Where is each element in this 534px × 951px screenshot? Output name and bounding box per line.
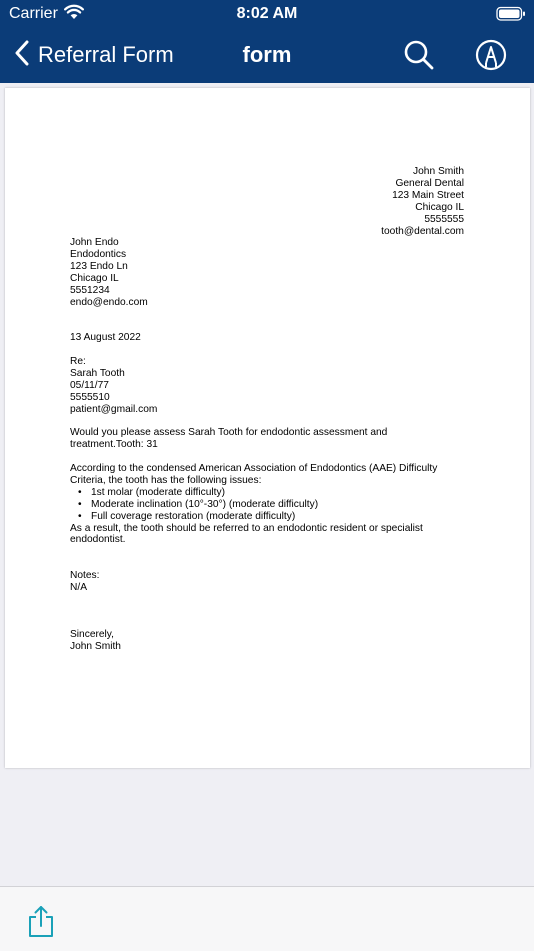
recipient-address <box>70 237 148 308</box>
sender-name: John Smith <box>413 166 464 177</box>
recipient-email: endo@endo.com <box>70 296 148 308</box>
signature-name: John Smith <box>70 640 121 652</box>
notes-label: Notes: <box>70 570 100 581</box>
back-button[interactable] <box>14 40 174 70</box>
recipient-street: 123 Endo Ln <box>70 260 128 272</box>
sender-city: Chicago IL <box>415 201 464 213</box>
notes-value: N/A <box>70 581 87 593</box>
assessment-request: Would you please assess Sarah Tooth for endodontic assessment and treatment.Tooth: 31 <box>70 427 388 450</box>
re-label: Re: <box>70 356 86 367</box>
list-item: • Moderate inclination (10°-30°) (moderate difficulty) <box>70 499 450 511</box>
search-button[interactable] <box>402 38 436 72</box>
list-item: • Full coverage restoration (moderate difficulty) <box>70 511 450 523</box>
letter-closing <box>70 629 121 653</box>
carrier-label: Carrier <box>9 5 58 22</box>
patient-dob: 05/11/77 <box>70 379 109 391</box>
patient-email: patient@gmail.com <box>70 403 158 415</box>
recipient-city: Chicago IL <box>70 272 119 284</box>
patient-name: Sarah Tooth <box>70 367 125 379</box>
status-bar <box>0 0 534 28</box>
sender-address <box>381 166 464 237</box>
recipient-name: John Endo <box>70 237 119 248</box>
page-title: form <box>242 42 292 67</box>
difficulty-criteria <box>70 463 450 546</box>
referral-letter-page <box>5 88 530 768</box>
recipient-phone: 5551234 <box>70 284 110 296</box>
chevron-left-icon <box>14 40 30 71</box>
issues-list <box>70 487 450 523</box>
bottom-toolbar <box>0 886 534 951</box>
share-icon <box>27 926 55 943</box>
closing-salutation: Sincerely, <box>70 629 114 640</box>
back-button-label: Referral Form <box>38 42 174 67</box>
navigation-bar <box>0 28 534 83</box>
recipient-practice: Endodontics <box>70 248 127 260</box>
notes-section <box>70 570 99 594</box>
sender-phone: 5555555 <box>424 213 464 225</box>
share-button[interactable] <box>27 905 55 939</box>
clock: 8:02 AM <box>236 5 298 22</box>
sender-practice: General Dental <box>395 177 464 189</box>
criteria-conclusion: As a result, the tooth should be referred to an endodontic resident or specialist endodontist. <box>70 522 423 546</box>
search-icon <box>402 59 436 76</box>
criteria-intro: According to the condensed American Association of Endodontics (AAE) Difficulty Criteria, the tooth has the following issues: <box>70 463 438 486</box>
navigation-header <box>0 0 534 83</box>
list-item: • 1st molar (moderate difficulty) <box>70 487 450 499</box>
markup-pen-icon <box>474 59 508 76</box>
letter-date: 13 August 2022 <box>70 332 141 343</box>
markup-button[interactable] <box>474 38 508 72</box>
sender-street: 123 Main Street <box>392 189 464 201</box>
patient-reference <box>70 356 157 416</box>
battery-icon <box>496 6 526 27</box>
patient-phone: 5555510 <box>70 391 110 403</box>
sender-email: tooth@dental.com <box>381 225 464 237</box>
